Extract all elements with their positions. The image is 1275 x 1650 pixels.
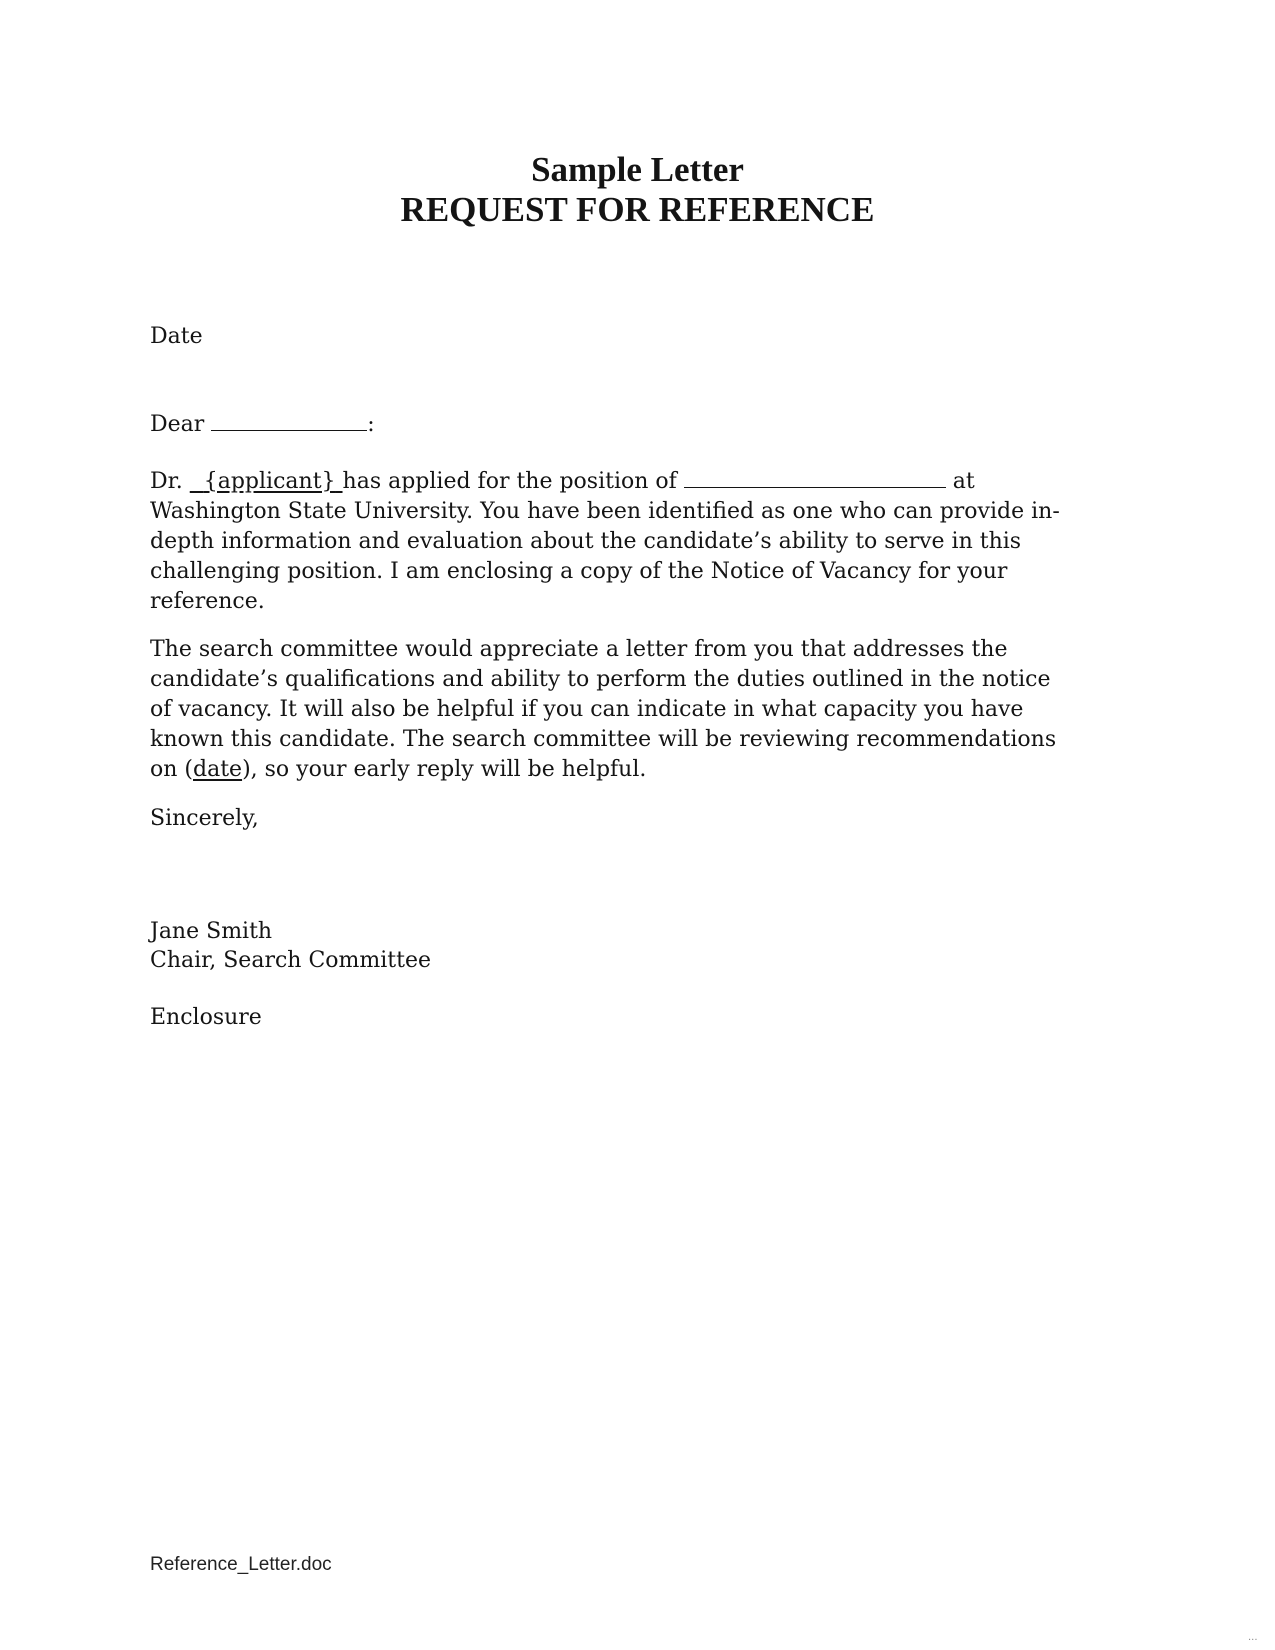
position-blank <box>684 465 946 488</box>
applicant-placeholder-text: {applicant} <box>203 469 336 494</box>
closing: Sincerely, <box>150 806 259 831</box>
letter-subtitle: REQUEST FOR REFERENCE <box>400 190 875 229</box>
paragraph-1-line: depth information and evaluation about the candidate’s ability to serve in this <box>150 529 1022 554</box>
reply-suffix: ), so your early reply will be helpful. <box>242 757 647 782</box>
corner-mark: ... <box>1248 1632 1258 1643</box>
paragraph-1-line: Washington State University. You have been identified as one who can provide in- <box>150 499 1060 524</box>
applicant-placeholder <box>190 469 343 494</box>
dr-prefix: Dr. <box>150 469 183 494</box>
recipient-name-blank <box>211 408 367 431</box>
paragraph-1-line <box>150 465 1130 497</box>
salutation-suffix: : <box>367 412 375 437</box>
on-prefix: on ( <box>150 757 193 782</box>
paragraph-1 <box>150 465 1130 617</box>
enclosure-note: Enclosure <box>150 1005 262 1030</box>
paragraph-2-line: of vacancy. It will also be helpful if you can indicate in what capacity you have <box>150 697 1024 722</box>
paragraph-2-line: candidate’s qualifications and ability to perform the duties outlined in the notice <box>150 667 1051 692</box>
salutation-prefix: Dear <box>150 412 205 437</box>
paragraph-2-line: known this candidate. The search committee will be reviewing recommendations <box>150 727 1057 752</box>
applied-text: has applied for the position of <box>342 469 677 494</box>
paragraph-2-line: The search committee would appreciate a letter from you that addresses the <box>150 637 1008 662</box>
salutation <box>150 408 1130 440</box>
paragraph-1-line: challenging position. I am enclosing a copy of the Notice of Vacancy for your <box>150 559 1008 584</box>
date-placeholder: date <box>193 757 243 782</box>
letter-title: Sample Letter <box>531 150 744 189</box>
footer-filename: Reference_Letter.doc <box>150 1554 332 1575</box>
signer-name: Jane Smith <box>150 919 273 944</box>
paragraph-1-line: reference. <box>150 589 265 614</box>
signer-title: Chair, Search Committee <box>150 948 432 973</box>
paragraph-2-line <box>150 755 1130 785</box>
paragraph-2 <box>150 635 1130 785</box>
at-text: at <box>952 469 975 494</box>
date-line: Date <box>150 324 203 349</box>
